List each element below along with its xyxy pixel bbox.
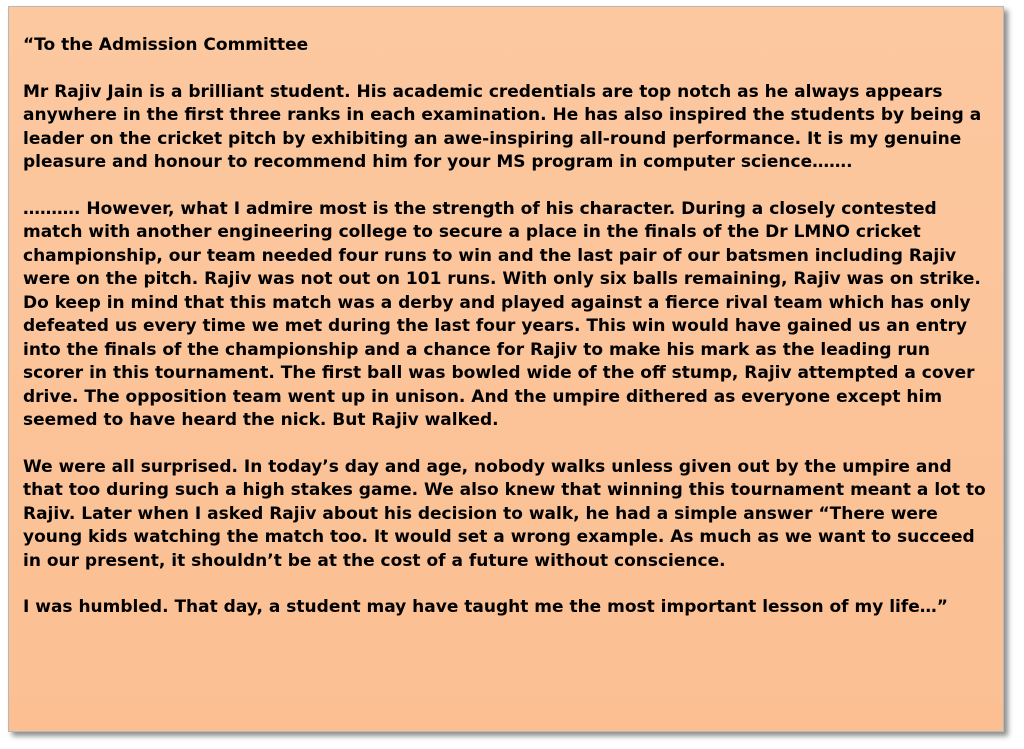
letter-paragraph-story: ………. However, what I admire most is the strength of his character. During a closely contested match with another engineering college to secure a place in the finals of the Dr LMNO cricket championship, our team needed four runs to win and the last pair of our batsmen including Rajiv were on the pitch. Rajiv was not out on 101 runs. With only six balls remaining, Rajiv was on strike. Do keep in mind that this match was a derby and played against a fierce rival team which has only defeated us every time we met during the last four years. This win would have gained us an entry into the finals of the championship and a chance for Rajiv to make his mark as the leading run scorer in this tournament. The first ball was bowled wide of the off stump, Rajiv attempted a cover drive. The opposition team went up in unison. And the umpire dithered as everyone except him seemed to have heard the nick. But Rajiv walked.: [23, 198, 981, 430]
letter-paragraph-closing: I was humbled. That day, a student may have taught me the most important lesson of my life…”: [23, 597, 948, 617]
letter-paragraph-intro: Mr Rajiv Jain is a brilliant student. His academic credentials are top notch as he always appears anywhere in the first three ranks in each examination. He has also inspired the students by being a leader on the cricket pitch by exhibiting an awe-inspiring all-round performance. It is my genuine pleasure and honour to recommend him for your MS program in computer science…….: [23, 81, 982, 172]
letter-salutation: “To the Admission Committee: [23, 35, 309, 55]
letter-paragraph-reflection: We were all surprised. In today’s day and age, nobody walks unless given out by the umpire and that too during such a high stakes game. We also knew that winning this tournament meant a lot to Rajiv. Later when I asked Rajiv about his decision to walk, he had a simple answer “There were young kids watching the match too. It would set a wrong example. As much as we want to succeed in our present, it shouldn’t be at the cost of a future without conscience.: [23, 456, 986, 571]
recommendation-letter: [8, 6, 1004, 732]
